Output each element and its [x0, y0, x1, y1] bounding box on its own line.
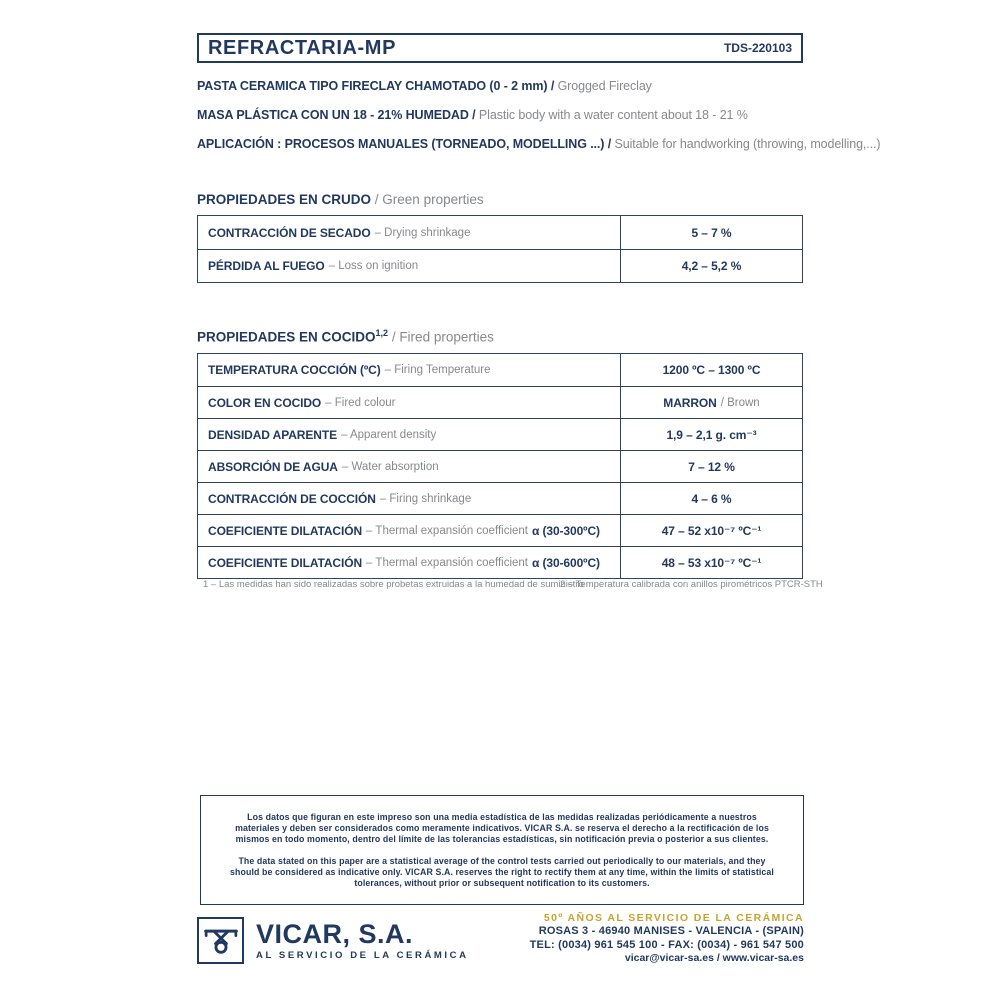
property-label-cell: COLOR EN COCIDO – Fired colour — [198, 387, 621, 418]
description-en: Suitable for handworking (throwing, modelling,...) — [614, 137, 881, 151]
product-title: REFRACTARIA-MP — [208, 36, 397, 59]
table-row — [198, 514, 802, 546]
property-label-cell: CONTRACCIÓN DE SECADO – Drying shrinkage — [198, 216, 621, 249]
company-name-block — [256, 917, 469, 961]
description-es: APLICACIÓN : PROCESOS MANUALES (TORNEADO, MODELLING ...) / — [197, 137, 612, 151]
footnote-1: 1 – Las medidas han sido realizadas sobre probetas extruidas a la humedad de suministro — [203, 579, 584, 590]
disclaimer-text-es: Los datos que figuran en este impreso son una media estadística de las medidas realizadas periódicamente a nuestros materiales y deben ser considerados como meramente indicativos. VICAR S.A. se reserva el derecho a la rectificación de los mismos en todo momento, dentro del límite de las tolerancias estadísticas, sin notificación previa o posterior a sus clientes. — [235, 811, 769, 844]
document-code: TDS-220103 — [723, 41, 792, 55]
description-es: MASA PLÁSTICA CON UN 18 - 21% HUMEDAD / — [197, 108, 476, 122]
property-value-cell: 4 – 6 % — [691, 491, 732, 506]
product-description — [197, 72, 881, 159]
section-title-fired: PROPIEDADES EN COCIDO$^{1,2}$ / Fired properties — [197, 328, 494, 345]
property-value-cell: 5 – 7 % — [691, 225, 732, 240]
table-row — [198, 546, 802, 578]
property-value-cell: 4,2 – 5,2 % — [681, 259, 742, 273]
table-row — [198, 450, 802, 482]
property-value-cell: 7 – 12 % — [688, 459, 735, 474]
table-row — [198, 386, 802, 418]
footnote-reference: 1,2 — [375, 328, 389, 338]
table-row — [198, 482, 802, 514]
property-value-cell: 47 – 52 x10⁻⁷ ºC⁻¹ — [661, 523, 762, 538]
vicar-logo-icon — [197, 917, 244, 964]
header-box — [197, 33, 803, 63]
description-line — [197, 130, 881, 159]
fired-properties-table — [197, 353, 803, 579]
company-logo-block — [197, 917, 469, 964]
property-label-cell: DENSIDAD APARENTE – Apparent density — [198, 419, 621, 450]
description-es: PASTA CERAMICA TIPO FIRECLAY CHAMOTADO (0 - 2 mm) / — [197, 79, 555, 93]
disclaimer-box — [200, 795, 804, 905]
property-value-cell: 1,9 – 2,1 g. cm⁻³ — [666, 427, 757, 442]
property-label-cell: COEFICIENTE DILATACIÓN – Thermal expansión coefficient α (30-300ºC) — [198, 515, 621, 546]
description-en: Grogged Fireclay — [557, 79, 652, 93]
green-properties-table — [197, 215, 803, 283]
footnote-2: 2 – Temperatura calibrada con anillos pirométricos PTCR-STH — [560, 579, 823, 590]
company-name: VICAR, S.A. — [256, 919, 414, 949]
company-tagline: AL SERVICIO DE LA CERÁMICA — [256, 950, 469, 961]
property-label-cell: ABSORCIÓN DE AGUA – Water absorption — [198, 451, 621, 482]
property-label-cell: COEFICIENTE DILATACIÓN – Thermal expansión coefficient α (30-600ºC) — [198, 547, 621, 578]
table-row — [198, 249, 802, 282]
anniversary-line: 50º AÑOS AL SERVICIO DE LA CERÁMICA — [543, 912, 804, 924]
email-web-line: vicar@vicar-sa.es / www.vicar-sa.es — [624, 952, 804, 964]
alpha-range-label: α (30-300ºC) — [531, 523, 600, 538]
section-title-green: PROPIEDADES EN CRUDO / Green properties — [197, 192, 484, 207]
disclaimer-text-en: The data stated on this paper are a statistical average of the control tests carried out periodically to our materials, and they should be considered as indicative only. VICAR S.A. reserves the right to rectify them at any time, within the limits of statistical tolerances, without prior or subsequent notification to its customers. — [230, 855, 774, 888]
property-label-cell: CONTRACCIÓN DE COCCIÓN – Firing shrinkage — [198, 483, 621, 514]
property-label-cell: PÉRDIDA AL FUEGO – Loss on ignition — [198, 250, 621, 282]
address-line: ROSAS 3 - 46940 MANISES - VALENCIA - (SPAIN) — [538, 925, 804, 937]
table-row — [198, 418, 802, 450]
property-label-cell: TEMPERATURA COCCIÓN (ºC) – Firing Temperature — [198, 354, 621, 386]
table-row — [198, 216, 802, 249]
alpha-range-label: α (30-600ºC) — [531, 555, 600, 570]
table-row — [198, 354, 802, 386]
phone-fax-line: TEL: (0034) 961 545 100 - FAX: (0034) - 961 547 500 — [529, 938, 804, 951]
table-footnotes — [197, 579, 823, 593]
description-line — [197, 101, 837, 130]
description-line — [197, 72, 837, 101]
description-en: Plastic body with a water content about 18 - 21 % — [478, 108, 748, 122]
property-value-cell: 1200 ºC – 1300 ºC — [662, 363, 761, 377]
company-contact-block — [530, 911, 804, 966]
property-value-cell: 48 – 53 x10⁻⁷ ºC⁻¹ — [661, 555, 762, 570]
property-value-cell: MARRON / Brown — [663, 395, 760, 410]
